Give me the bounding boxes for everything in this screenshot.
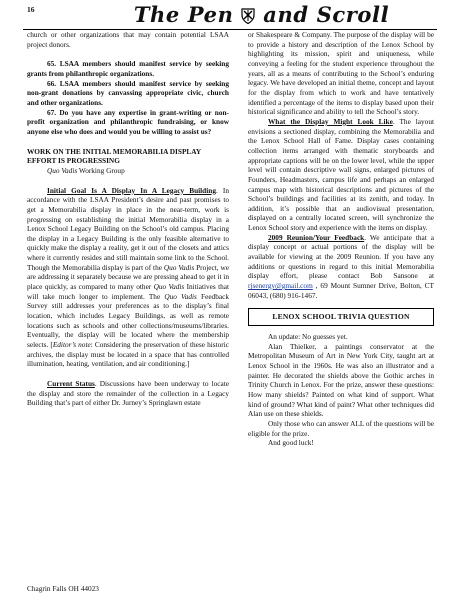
reunion-title: 2009 Reunion/Your Feedback — [268, 232, 365, 242]
initial-goal-text-5: : Considering the preservation of these historic archives, the display must be located in a space that has controlled illumination, heating, ventilation, and air conditioning.] — [27, 340, 229, 369]
initial-goal-text-2: Project, we are addressing it separately because we are pressing ahead to get it in place quickly, as compared to many other — [27, 262, 229, 292]
page-number: 16 — [27, 5, 35, 14]
current-status-paragraph — [27, 379, 229, 408]
quo-vadis-ref-3: Quo Vadis — [164, 291, 197, 301]
masthead-title-right: and Scroll — [263, 2, 390, 27]
footer-address: Chagrin Falls OH 44023 — [27, 584, 99, 593]
display-look-title: What the Display Might Look Like — [268, 116, 393, 126]
current-status-title: Current Status — [47, 379, 95, 388]
initial-goal-paragraph — [27, 186, 229, 369]
working-group-text: Working Group — [77, 165, 125, 175]
quo-vadis-ref-1: Quo Vadis — [163, 262, 195, 272]
memorabilia-heading: WORK ON THE INITIAL MEMORABILIA DISPLAY EFFORT IS PROGRESSING — [27, 146, 201, 166]
editors-note-label: Editor’s note — [52, 340, 91, 350]
trivia-question: Alan Thielker, a paintings conservator at the Metropolitan Museum of Art in New York City, taught art at Lenox School in the 1960s. He was also an illustrator and a painter. He decorated the shields above the Gothic arches in Trinity Church in Lenox. For the prize, answer these questions: How many shields? Painted on what kind of support. What kind of ground? What kind of paint? What other techniques did Alan use on these shields. — [248, 341, 434, 419]
question-66: 66. LSAA members should manifest service by seeking non-grant donations by canvassing appropriate civic, church and other organizations. — [27, 78, 229, 107]
contact-address: , 69 Mount Sumner Drive, Bolton, CT 06043, (680) 916-1467. — [248, 281, 434, 300]
display-look-text: . The layout envisions a sectioned display, combining the Memorabilia and the Lenox School Hall of Fame. Display cases containing collection items arranged with thematic storyboards and appropriate captions will be on the lower level, while the upper level will contain descriptive wall signs, enlarged pictures of Founders, Headmasters, campus life and perhaps an enlarged campus map with historical descriptions and pictures of the School’s buildings and facilities at its zenith, and today. In addition, it’s possible that an audiovisual presentation, displayed on a centrally located screen, will synchronize the Lenox School story and experience with the items on display. — [248, 116, 434, 233]
initial-goal-text-4: Feedback Survey still addresses your preferences as to the display’s final location, which includes Legacy Buildings, as well as remote locations such as schools and other collections/museums/libraries. Eventually, the display will be located where the membership selects. [ — [27, 291, 229, 350]
right-paragraph-1: or Shakespeare & Company. The purpose of the display will be to provide a history and description of the Lenox School by highlighting its mission, spirit and uniqueness, while conveying a feeling for the student experience throughout the years, all as a means of contributing to the School’s enduring legacy. We have developed an initial theme, concept and layout for the display from which to work and have tentatively identified a percentage of the items to display based upon their historical significance and ability to tell the School’s story. — [248, 30, 434, 117]
trivia-heading: LENOX SCHOOL TRIVIA QUESTION — [248, 308, 434, 326]
reunion-paragraph — [248, 233, 434, 301]
current-status-text: . Discussions have been underway to locate the display and store the remainder of the collection in a Legacy Building that’s part of either Dr. Jurney’s Springlawn estate — [27, 379, 229, 408]
masthead — [60, 2, 463, 30]
trivia-good-luck: And good luck! — [268, 438, 314, 448]
working-group-subhead — [27, 166, 229, 176]
trivia-eligibility: Only those who can answer ALL of the questions will be eligible for the prize. — [248, 418, 434, 438]
initial-goal-text-1: . In accordance with the LSAA President’s desire and past promises to get a Memorabilia display in place in the near-term, work is progressing on establishing the initial Memorabilia display in a Lenox School Legacy Building on the School’s old campus. Placing the display in a Legacy Building is the only feasible alternative to quickly make the display a reality, get it out of the closets and attics where it currently resides and still maintain some link to the School. Though the Memorabilia display is part of the — [27, 185, 229, 272]
masthead-title — [134, 2, 389, 27]
initial-goal-title: Initial Goal Is A Display In A Legacy Building — [47, 185, 216, 195]
right-column — [248, 30, 434, 448]
quo-vadis-ref-2: Quo Vadis — [153, 282, 185, 292]
question-67: 67. Do you have any expertise in grant-writing or non-profit organization and philanthropic fundraising, or know anyone else who does and would you be willing to assist us? — [27, 107, 229, 136]
display-look-paragraph — [248, 117, 434, 233]
left-paragraph-1: church or other organizations that may contain potential LSAA project donors. — [27, 30, 229, 49]
reunion-text: . We anticipate that a display concept or actual portions of the display will be available for viewing at the 2009 Reunion. If you have any additions or questions in regard to this initial Memorabilia display effort, please contact Bob Sansone at — [248, 232, 434, 281]
contact-email-link[interactable]: rjsenergy@gmail.com — [248, 281, 313, 291]
quo-vadis-italic: Quo Vadis — [47, 165, 78, 175]
masthead-title-left: The Pen — [133, 2, 234, 27]
shield-crest-icon — [241, 8, 255, 24]
question-65: 65. LSAA members should manifest service by seeking grants from philanthropic organizations. — [27, 59, 229, 78]
trivia-update: An update: No guesses yet. — [268, 332, 348, 342]
initial-goal-text-3: Initiatives that will take much longer to implement. The — [27, 282, 230, 301]
left-column — [27, 30, 229, 408]
